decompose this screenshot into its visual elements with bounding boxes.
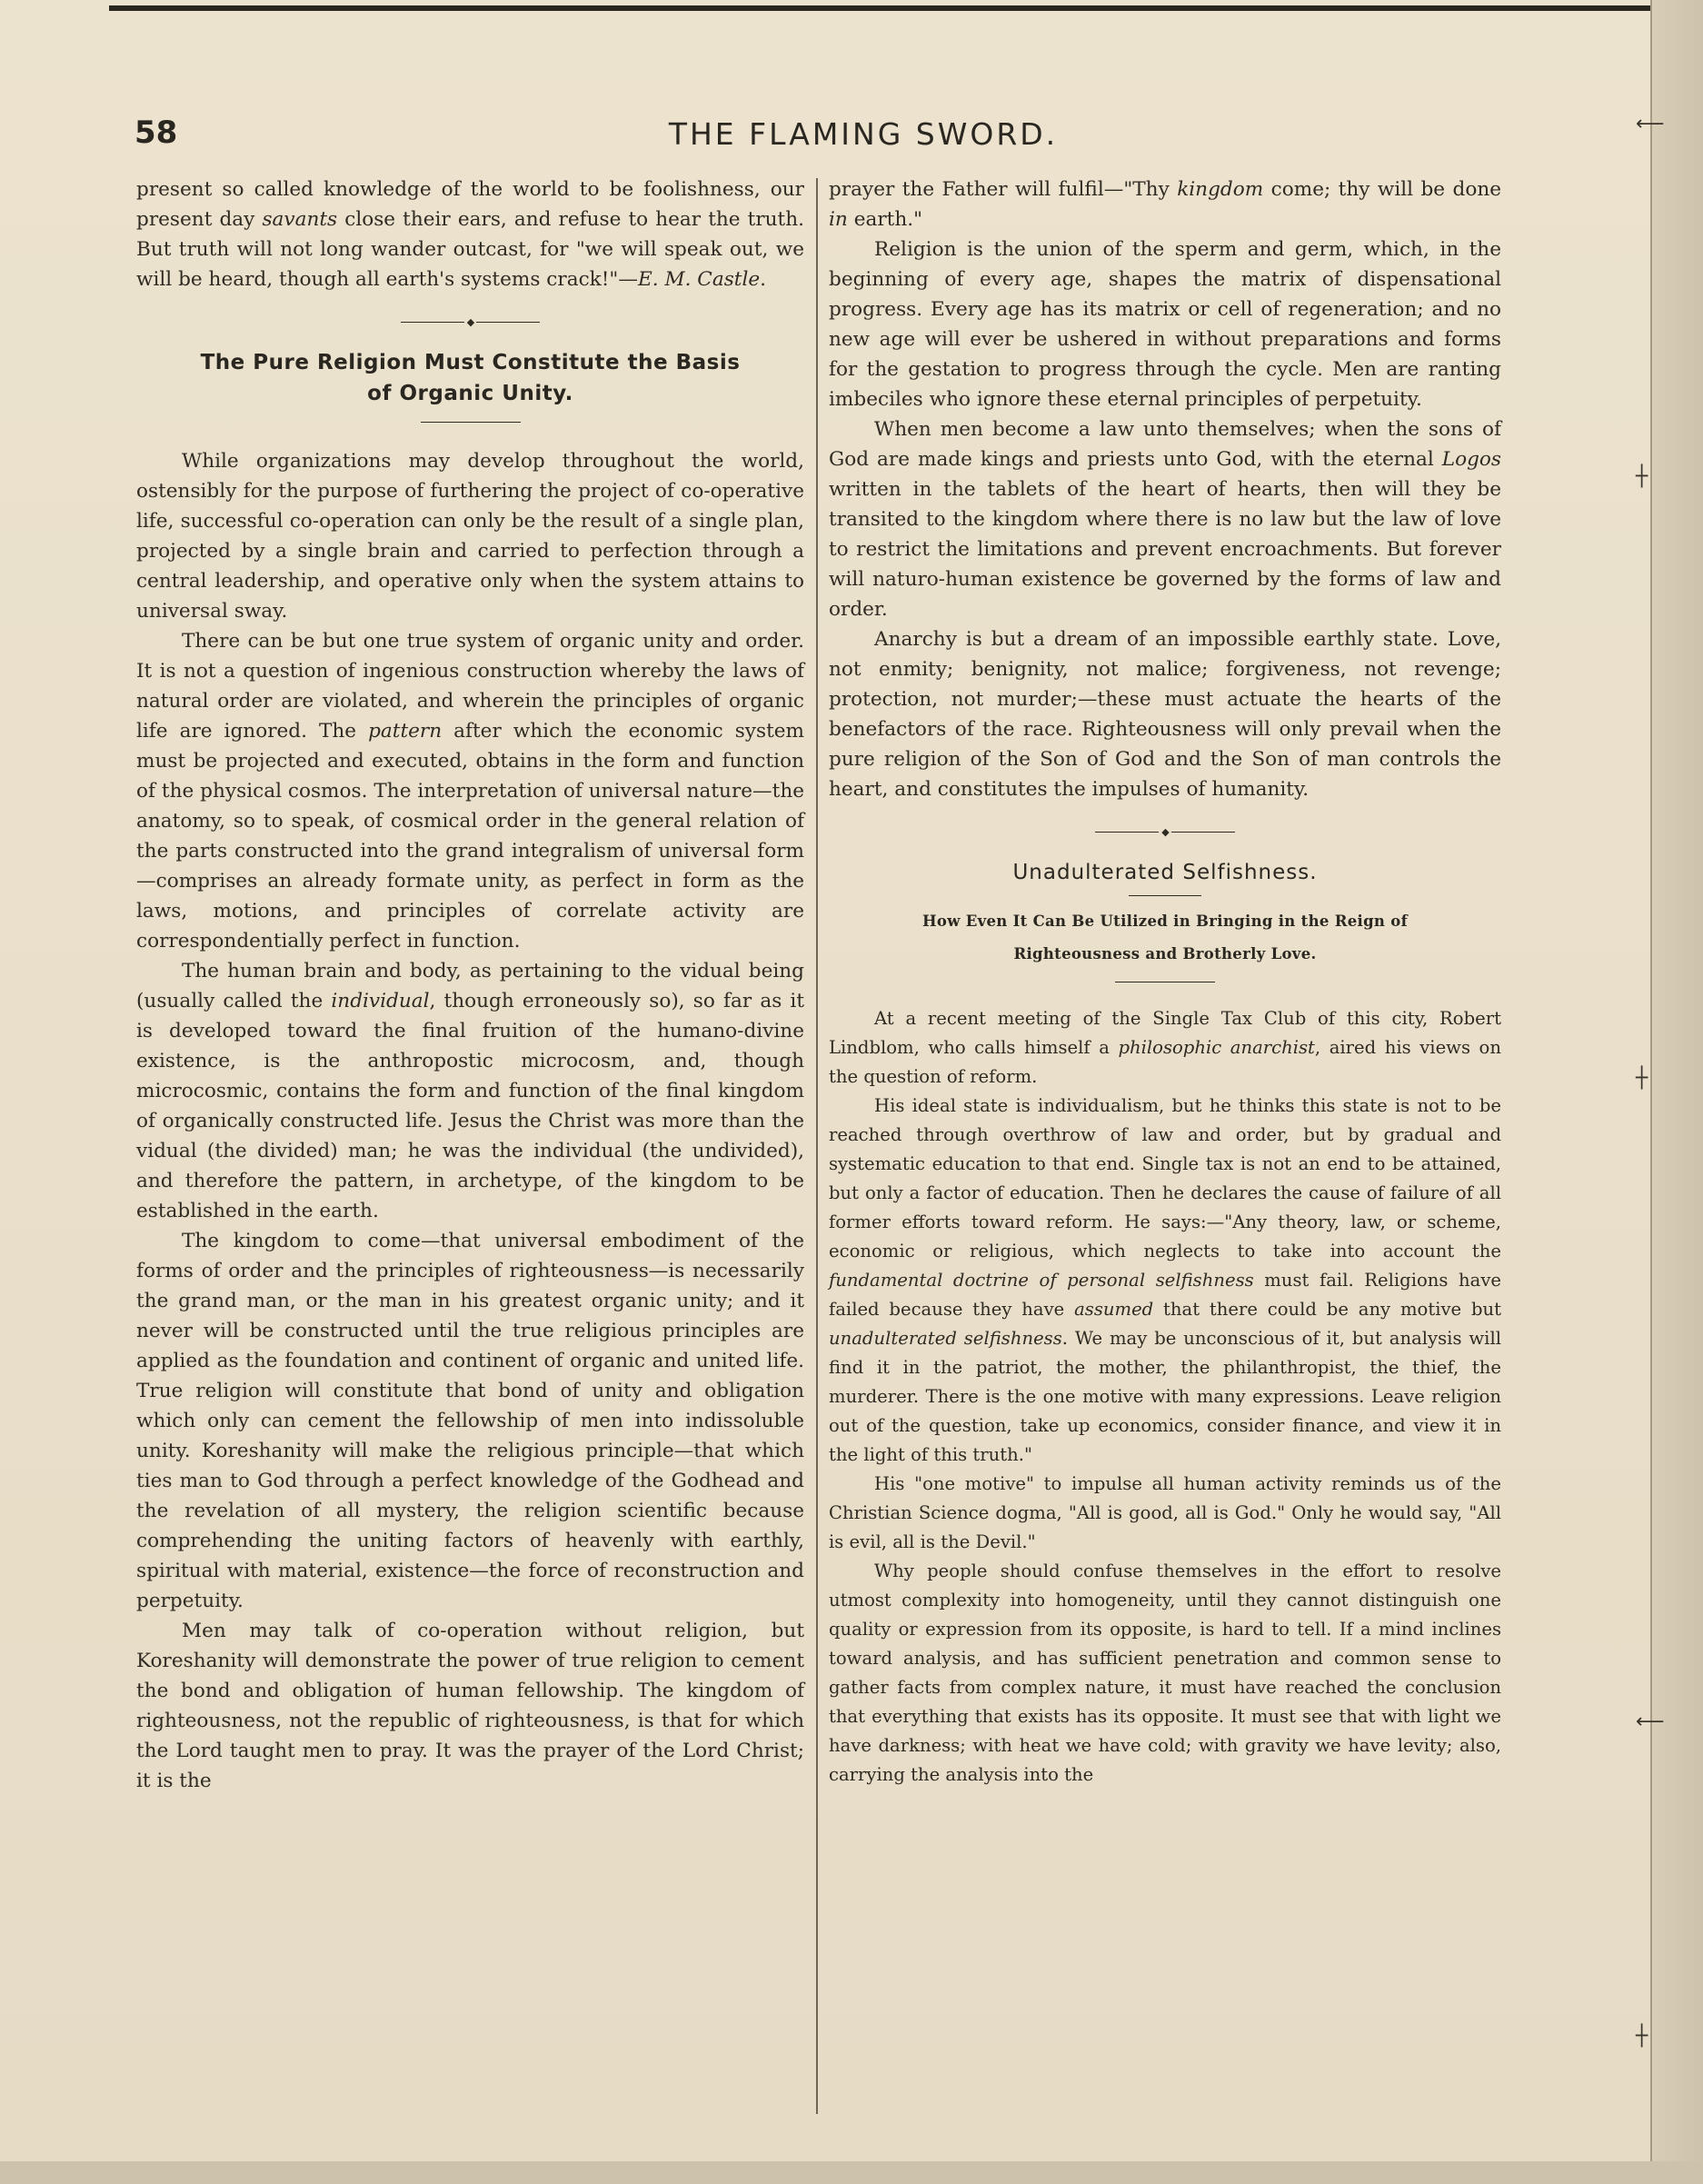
column-divider <box>816 178 818 2114</box>
paragraph: Why people should confuse themselves in the effort to resolve utmost complexity into homogeneity, until they cannot distinguish one quality or expression from its opposite, is hard to tell. If a mind inclines toward analysis, and has sufficient penetration and common sense to gather facts from complex nature, it must have reached the conclusion that everything that exists has its opposite. It must see that with light we have darkness; with heat we have cold; with gravity we have levity; also, carrying the analysis into the <box>829 1561 1501 1785</box>
left-column <box>136 175 804 1796</box>
article-subheading: Righteousness and Brotherly Love. <box>1013 945 1317 962</box>
paragraph: At a recent meeting of the Single Tax Club of this city, Robert Lindblom, who calls himself a philosophic anarchist, aired his views on the question of reform. <box>829 1008 1501 1087</box>
article-subheading: How Even It Can Be Utilized in Bringing in the Reign of <box>922 912 1408 930</box>
paragraph: The human brain and body, as pertaining to the vidual being (usually called the individual, though erroneously so), so far as it is developed toward the final fruition of the humano-divine existence, is the anthropostic microcosm, and, though microcosmic, contains the form and function of the final kingdom of organically constructed life. Jesus the Christ was more than the vidual (the divided) man; he was the individual (the undivided), and therefore the pattern, in archetype, of the kingdom to be established in the earth. <box>136 960 804 1222</box>
edge-mark: ┼ <box>1636 2025 1648 2048</box>
page-edge <box>1652 0 1703 2184</box>
top-rule <box>109 5 1654 11</box>
paragraph: His ideal state is individualism, but he thinks this state is not to be reached through overthrow of law and order, but by gradual and systematic education to that end. Single tax is not an end to be attained, but only a factor of education. Then he declares the cause of failure of all former efforts toward reform. He says:—"Any theory, law, or scheme, economic or religious, which neglects to take into account the fundamental doctrine of personal selfishness must fail. Religions have failed because they have assumed that there could be any motive but unadulterated selfishness. We may be unconscious of it, but analysis will find it in the patriot, the mother, the philanthropist, the thief, the murderer. There is the one motive with many expressions. Leave religion out of the question, take up economics, consider finance, and view it in the light of this truth." <box>829 1095 1501 1465</box>
edge-mark: ┼ <box>1636 465 1648 488</box>
page-number: 58 <box>134 115 178 151</box>
article-heading: The Pure Religion Must Constitute the Basis <box>200 351 741 374</box>
paragraph: prayer the Father will fulfil—"Thy kingdom come; thy will be done in earth." <box>829 178 1502 231</box>
heading-rule <box>1129 895 1201 896</box>
edge-mark: ┼ <box>1636 1067 1648 1090</box>
heading-rule <box>421 422 521 423</box>
paragraph: While organizations may develop throughout the world, ostensibly for the purpose of furthering the project of co-operative life, successful co-operation can only be the result of a single plan, projected by a single brain and carried to perfection through a central leadership, and operative only when the system attains to universal sway. <box>136 450 804 623</box>
edge-mark: ⟵ <box>1636 1710 1665 1733</box>
paragraph: There can be but one true system of organic unity and order. It is not a question of ingenious construction whereby the laws of natural order are violated, and wherein the principles of organic life are ignored. The pattern after which the economic system must be projected and executed, obtains in the form and function of the physical cosmos. The interpretation of universal nature—the anatomy, so to speak, of cosmical order in the general relation of the parts constructed into the grand integralism of universal form—comprises an already formate unity, as perfect in form as the laws, motions, and principles of correlate activity are correspondentially perfect in function. <box>136 630 804 952</box>
paragraph: When men become a law unto themselves; when the sons of God are made kings and priests unto God, with the eternal Logos written in the tablets of the heart of hearts, then will they be transited to the kingdom where there is no law but the law of love to restrict the limitations and prevent encroachments. But forever will naturo-human existence be governed by the forms of law and order. <box>829 418 1501 621</box>
paragraph: present so called knowledge of the world to be foolishness, our present day savants close their ears, and refuse to hear the truth. But truth will not long wander outcast, for "we will speak out, we will be heard, though all earth's systems crack!"—E. M. Castle. <box>136 178 804 291</box>
paragraph: Religion is the union of the sperm and germ, which, in the beginning of every age, shapes the matrix of dispensational progress. Every age has its matrix or cell of regeneration; and no new age will ever be ushered in without preparations and forms for the gestation to progress through the cycle. Men are ranting imbeciles who ignore these eternal principles of perpetuity. <box>829 238 1501 411</box>
right-column <box>829 175 1501 1790</box>
journal-title: THE FLAMING SWORD. <box>668 116 1059 152</box>
article-heading: of Organic Unity. <box>367 382 573 405</box>
paragraph: Men may talk of co-operation without religion, but Koreshanity will demonstrate the power of true religion to cement the bond and obligation of human fellowship. The kingdom of righteousness, not the republic of righteousness, is that for which the Lord taught men to pray. It was the prayer of the Lord Christ; it is the <box>136 1620 804 1792</box>
ornament-divider: ◆ <box>829 824 1501 839</box>
ornament-divider: ◆ <box>136 314 804 329</box>
paragraph: The kingdom to come—that universal embodiment of the forms of order and the principles of righteousness—is necessarily the grand man, or the man in his greatest organic unity; and it never will be constructed until the true religious principles are applied as the foundation and continent of organic and united life. True religion will constitute that bond of unity and obligation which only can cement the fellowship of men into indissoluble unity. Koreshanity will make the religious principle—that which ties man to God through a perfect knowledge of the Godhead and the revelation of all mystery, the religion scientific because comprehending the uniting factors of heavenly with earthly, spiritual with material, existence—the force of reconstruction and perpetuity. <box>136 1230 804 1612</box>
bottom-edge <box>0 2161 1703 2184</box>
edge-mark: ⟵ <box>1636 113 1665 135</box>
paragraph: Anarchy is but a dream of an impossible earthly state. Love, not enmity; benignity, not malice; forgiveness, not revenge; protection, not murder;—these must actuate the hearts of the benefactors of the race. Righteousness will only prevail when the pure religion of the Son of God and the Son of man controls the heart, and constitutes the impulses of humanity. <box>829 628 1501 801</box>
article-heading: Unadulterated Selfishness. <box>1012 861 1318 884</box>
paragraph: His "one motive" to impulse all human activity reminds us of the Christian Science dogma, "All is good, all is God." Only he would say, "All is evil, all is the Devil." <box>829 1473 1501 1552</box>
